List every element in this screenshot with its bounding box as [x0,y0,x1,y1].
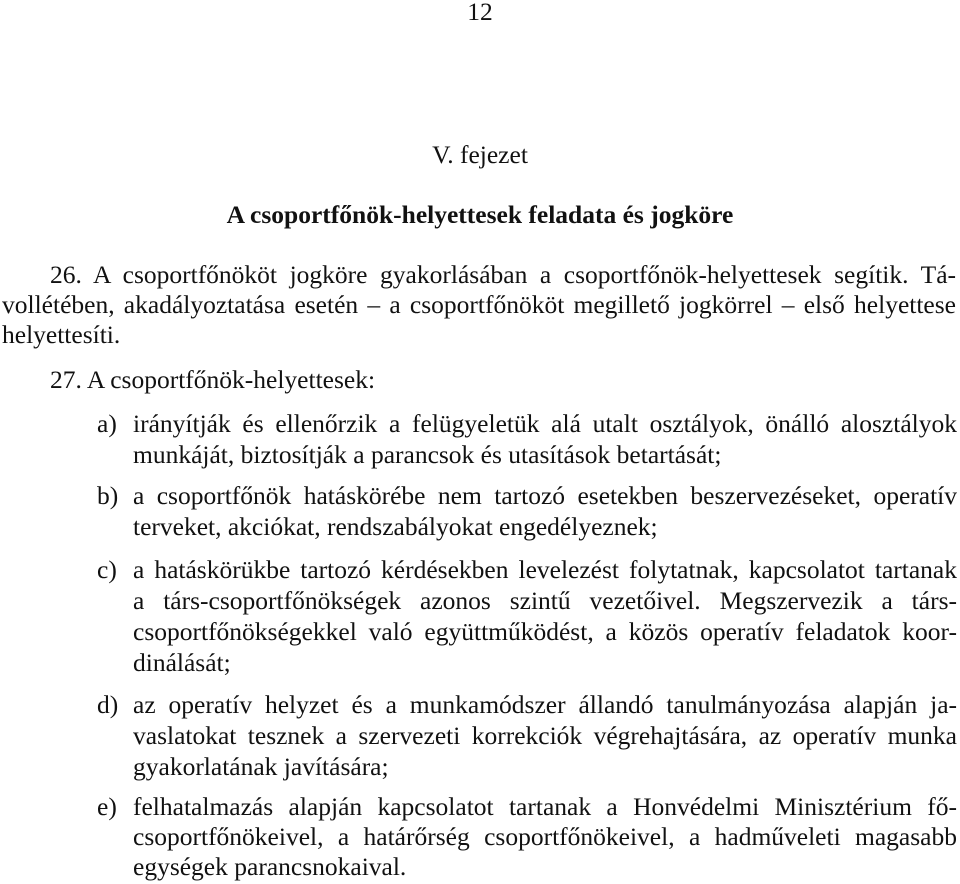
list-item-line: gyakorlatának javítására; [133,752,389,781]
list-item-text [133,554,957,678]
list-item-line: az operatív helyzet és a munkamódszer állandó tanulmányozása alapján ja- [133,690,957,719]
list-item-text [133,480,957,542]
page-number: 12 [467,0,493,26]
list-item-text [133,689,957,782]
list-item-line: csoportfőnökeivel, a határőrség csoportfőnökeivel, a hadműveleti magasabb [133,822,957,851]
list-item-line: a hatáskörükbe tartozó kérdésekben levelezést folytatnak, kapcsolatot tartanak [133,555,957,584]
chapter-heading: V. fejezet [432,140,528,169]
list-item-line: a társ-csoportfőnökségek azonos szintű vezetőivel. Megszervezik a társ- [133,586,957,615]
list-item-line: a csoportfőnök hatáskörébe nem tartozó esetekben beszervezéseket, operatív [133,481,957,510]
list-item-label: d) [97,690,119,719]
list-item-label: b) [97,481,119,510]
section-title: A csoportfőnök-helyettesek feladata és jogköre [226,200,734,229]
list-item-text [133,408,957,470]
list-item-line: csoportfőnökségekkel való együttműködést, a közös operatív feladatok koor- [133,617,957,646]
list-item-line: munkáját, biztosítják a parancsok és utasítások betartását; [133,440,722,469]
list-item-line: felhatalmazás alapján kapcsolatot tartanak a Honvédelmi Minisztérium fő- [133,792,957,821]
list-item-label: c) [97,555,117,584]
list-item-text [133,792,957,882]
list-item-line: vaslatokat tesznek a szervezeti korrekciók végrehajtására, az operatív munka [133,721,957,750]
list-item-label: a) [97,409,117,438]
paragraph-line: vollétében, akadályoztatása esetén – a csoportfőnököt megillető jogkörrel – első helyettese [2,290,956,319]
paragraph-line: helyettesíti. [2,320,121,349]
paragraph-26 [2,260,956,350]
list-item-label: e) [97,792,117,821]
paragraph-line: 26. A csoportfőnököt jogköre gyakorlásában a csoportfőnök-helyettesek segítik. Tá- [50,260,956,289]
paragraph-27-intro: 27. A csoportfőnök-helyettesek: [50,365,376,394]
list-item-line: irányítják és ellenőrzik a felügyeletük alá utalt osztályok, önálló alosztályok [133,409,957,438]
list-item-line: dinálását; [133,648,231,677]
list-item-line: egységek parancsnokaival. [133,852,407,881]
list-item-line: terveket, akciókat, rendszabályokat engedélyeznek; [133,512,658,541]
